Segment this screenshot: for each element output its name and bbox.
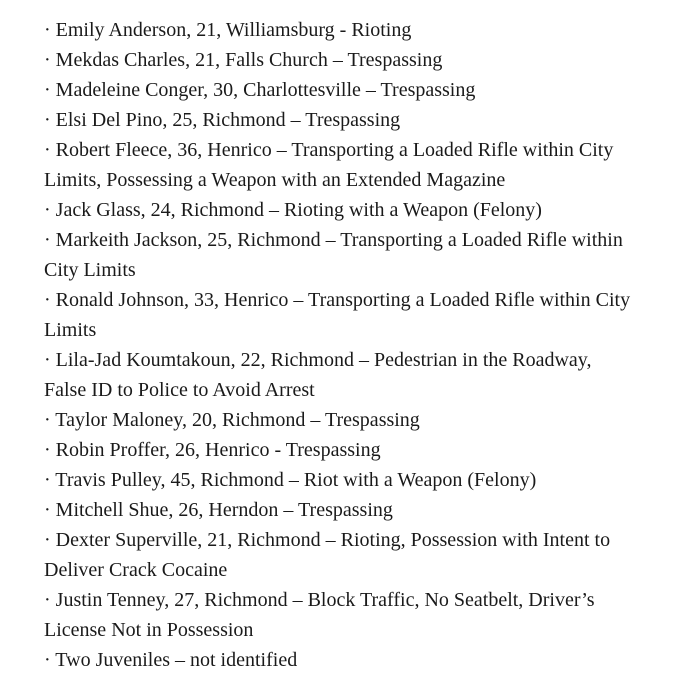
list-item bbox=[44, 195, 660, 225]
list-item bbox=[44, 135, 660, 195]
list-item-line: License Not in Possession bbox=[44, 619, 254, 641]
list-item bbox=[44, 435, 660, 465]
list-item bbox=[44, 495, 660, 525]
list-item-line: · Elsi Del Pino, 25, Richmond – Trespassing bbox=[44, 109, 401, 131]
list-item-line: · Two Juveniles – not identified bbox=[44, 649, 298, 671]
list-item-line: · Mitchell Shue, 26, Herndon – Trespassing bbox=[44, 499, 393, 521]
list-item-line: · Robert Fleece, 36, Henrico – Transporting a Loaded Rifle within City bbox=[44, 139, 614, 161]
list-item-line: · Taylor Maloney, 20, Richmond – Trespassing bbox=[44, 409, 420, 431]
list-item-line: Limits bbox=[44, 319, 97, 341]
list-item-line: · Emily Anderson, 21, Williamsburg - Rioting bbox=[44, 19, 412, 41]
list-item-line: Limits, Possessing a Weapon with an Extended Magazine bbox=[44, 169, 506, 191]
list-item bbox=[44, 15, 660, 45]
list-item bbox=[44, 105, 660, 135]
list-item-line: · Dexter Superville, 21, Richmond – Rioting, Possession with Intent to bbox=[44, 529, 611, 551]
list-item-line: · Travis Pulley, 45, Richmond – Riot with a Weapon (Felony) bbox=[44, 469, 537, 491]
list-item bbox=[44, 345, 660, 405]
list-item-line: · Lila-Jad Koumtakoun, 22, Richmond – Pedestrian in the Roadway, bbox=[44, 349, 592, 371]
list-item bbox=[44, 525, 660, 585]
list-item-line: · Jack Glass, 24, Richmond – Rioting with a Weapon (Felony) bbox=[44, 199, 542, 221]
list-item bbox=[44, 645, 660, 675]
list-item-line: Deliver Crack Cocaine bbox=[44, 559, 228, 581]
list-item-line: · Markeith Jackson, 25, Richmond – Transporting a Loaded Rifle within bbox=[44, 229, 623, 251]
list-item bbox=[44, 75, 660, 105]
list-item-line: · Mekdas Charles, 21, Falls Church – Trespassing bbox=[44, 49, 443, 71]
list-item-line: · Robin Proffer, 26, Henrico - Trespassing bbox=[44, 439, 381, 461]
list-item bbox=[44, 405, 660, 435]
list-item bbox=[44, 45, 660, 75]
list-item-line: · Madeleine Conger, 30, Charlottesville – Trespassing bbox=[44, 79, 476, 101]
list-item-line: False ID to Police to Avoid Arrest bbox=[44, 379, 315, 401]
list-item-line: · Ronald Johnson, 33, Henrico – Transporting a Loaded Rifle within City bbox=[44, 289, 631, 311]
list-item-line: City Limits bbox=[44, 259, 136, 281]
list-item-line: · Justin Tenney, 27, Richmond – Block Traffic, No Seatbelt, Driver’s bbox=[44, 589, 595, 611]
list-item bbox=[44, 465, 660, 495]
list-item bbox=[44, 585, 660, 645]
list-item bbox=[44, 285, 660, 345]
list-item bbox=[44, 225, 660, 285]
